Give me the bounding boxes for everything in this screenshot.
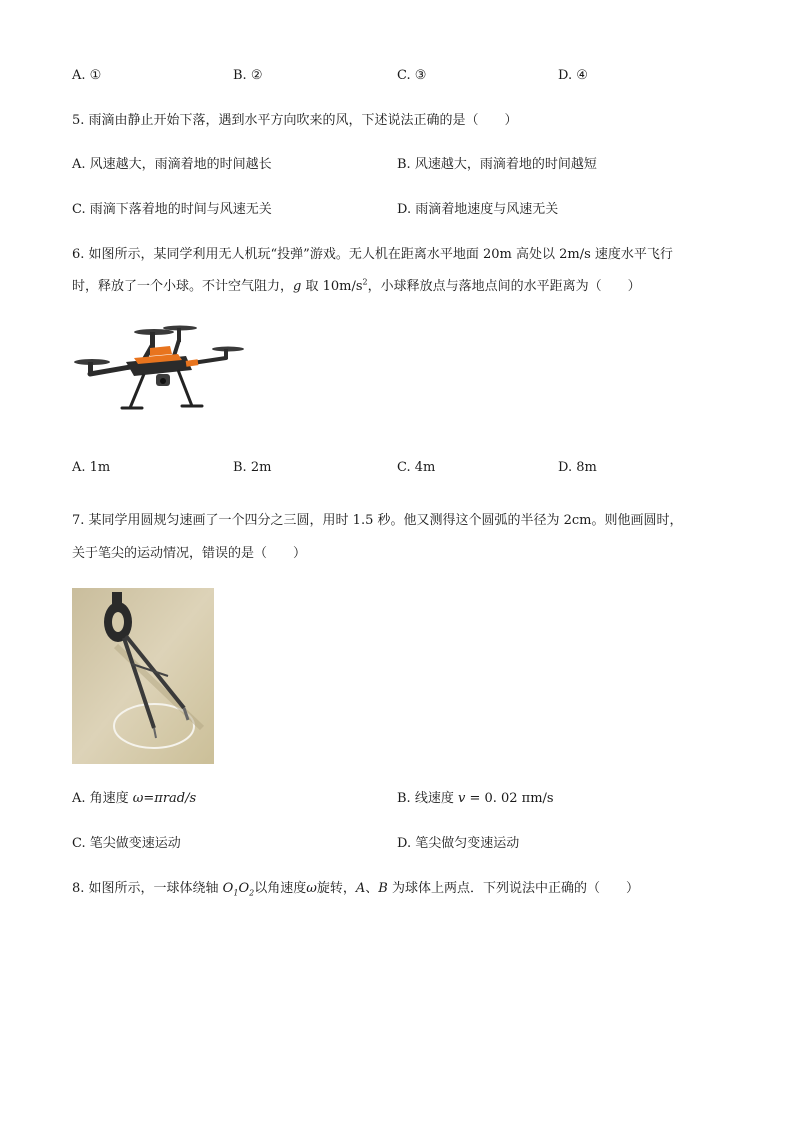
compass-photo	[72, 588, 214, 764]
q6-g-symbol: g	[293, 279, 302, 294]
drone-figure	[74, 318, 246, 414]
q5-option-a: A. 风速越大，雨滴着地的时间越长	[72, 157, 272, 172]
q7-stem-line2: 关于笔尖的运动情况，错误的是（ ）	[72, 546, 307, 561]
q8-c: 旋转，	[316, 881, 356, 896]
q4-option-b: B. ②	[233, 68, 263, 83]
q5-option-d: D. 雨滴着地速度与风速无关	[397, 202, 559, 217]
q6-line2-b: 取 10m/s	[301, 279, 363, 294]
q5-stem: 5. 雨滴由静止开始下落，遇到水平方向吹来的风，下述说法正确的是（ ）	[72, 113, 518, 128]
q8-omega: ω	[306, 881, 317, 896]
q6-option-d: D. 8m	[558, 460, 597, 475]
q6-stem-line2	[72, 278, 641, 296]
q7-opt-a-formula: ω=πrad/s	[132, 791, 197, 806]
q8-stem	[72, 880, 639, 898]
q7-opt-b-label: B. 线速度	[397, 791, 458, 806]
q8-point-b: B	[378, 881, 388, 896]
q6-option-c: C. 4m	[397, 460, 436, 475]
q8-d: 、	[365, 881, 379, 896]
q8-a: 8. 如图所示，一球体绕轴	[72, 881, 223, 896]
q8-e: 为球体上两点．下列说法中正确的（ ）	[387, 881, 639, 896]
q8-b: 以角速度	[254, 881, 307, 896]
q4-option-a: A. ①	[72, 68, 102, 83]
q4-option-c: C. ③	[397, 68, 427, 83]
q6-sup: 2	[362, 277, 368, 287]
q7-option-c: C. 笔尖做变速运动	[72, 836, 181, 851]
q7-opt-a-label: A. 角速度	[72, 791, 133, 806]
q7-opt-b-value: = 0. 02 πm/s	[465, 791, 554, 806]
q8-o1: O	[222, 881, 234, 896]
q5-option-c: C. 雨滴下落着地的时间与风速无关	[72, 202, 272, 217]
q7-stem-line1: 7. 某同学用圆规匀速画了一个四分之三圆，用时 1.5 秒。他又测得这个圆弧的半径为 2cm。则他画圆时，	[72, 513, 683, 528]
q6-line2-c: ，小球释放点与落地点间的水平距离为（ ）	[367, 279, 641, 294]
q8-s2: 2	[249, 888, 255, 898]
q7-option-a	[72, 790, 196, 808]
q6-option-b: B. 2m	[233, 460, 272, 475]
q8-point-a: A	[355, 881, 366, 896]
q6-stem-line1: 6. 如图所示，某同学利用无人机玩“投弹”游戏。无人机在距离水平地面 20m 高处以 2m/s 速度水平飞行	[72, 247, 673, 262]
q4-option-d: D. ④	[558, 68, 588, 83]
q7-option-b	[397, 790, 554, 808]
q5-option-b: B. 风速越大，雨滴着地的时间越短	[397, 157, 597, 172]
q7-opt-b-v: v	[457, 791, 466, 806]
q8-s1: 1	[233, 888, 239, 898]
q6-line2-a: 时，释放了一个小球。不计空气阻力，	[72, 279, 294, 294]
q6-option-a: A. 1m	[72, 460, 111, 475]
q8-o2: O	[238, 881, 250, 896]
q7-option-d: D. 笔尖做匀变速运动	[397, 836, 520, 851]
